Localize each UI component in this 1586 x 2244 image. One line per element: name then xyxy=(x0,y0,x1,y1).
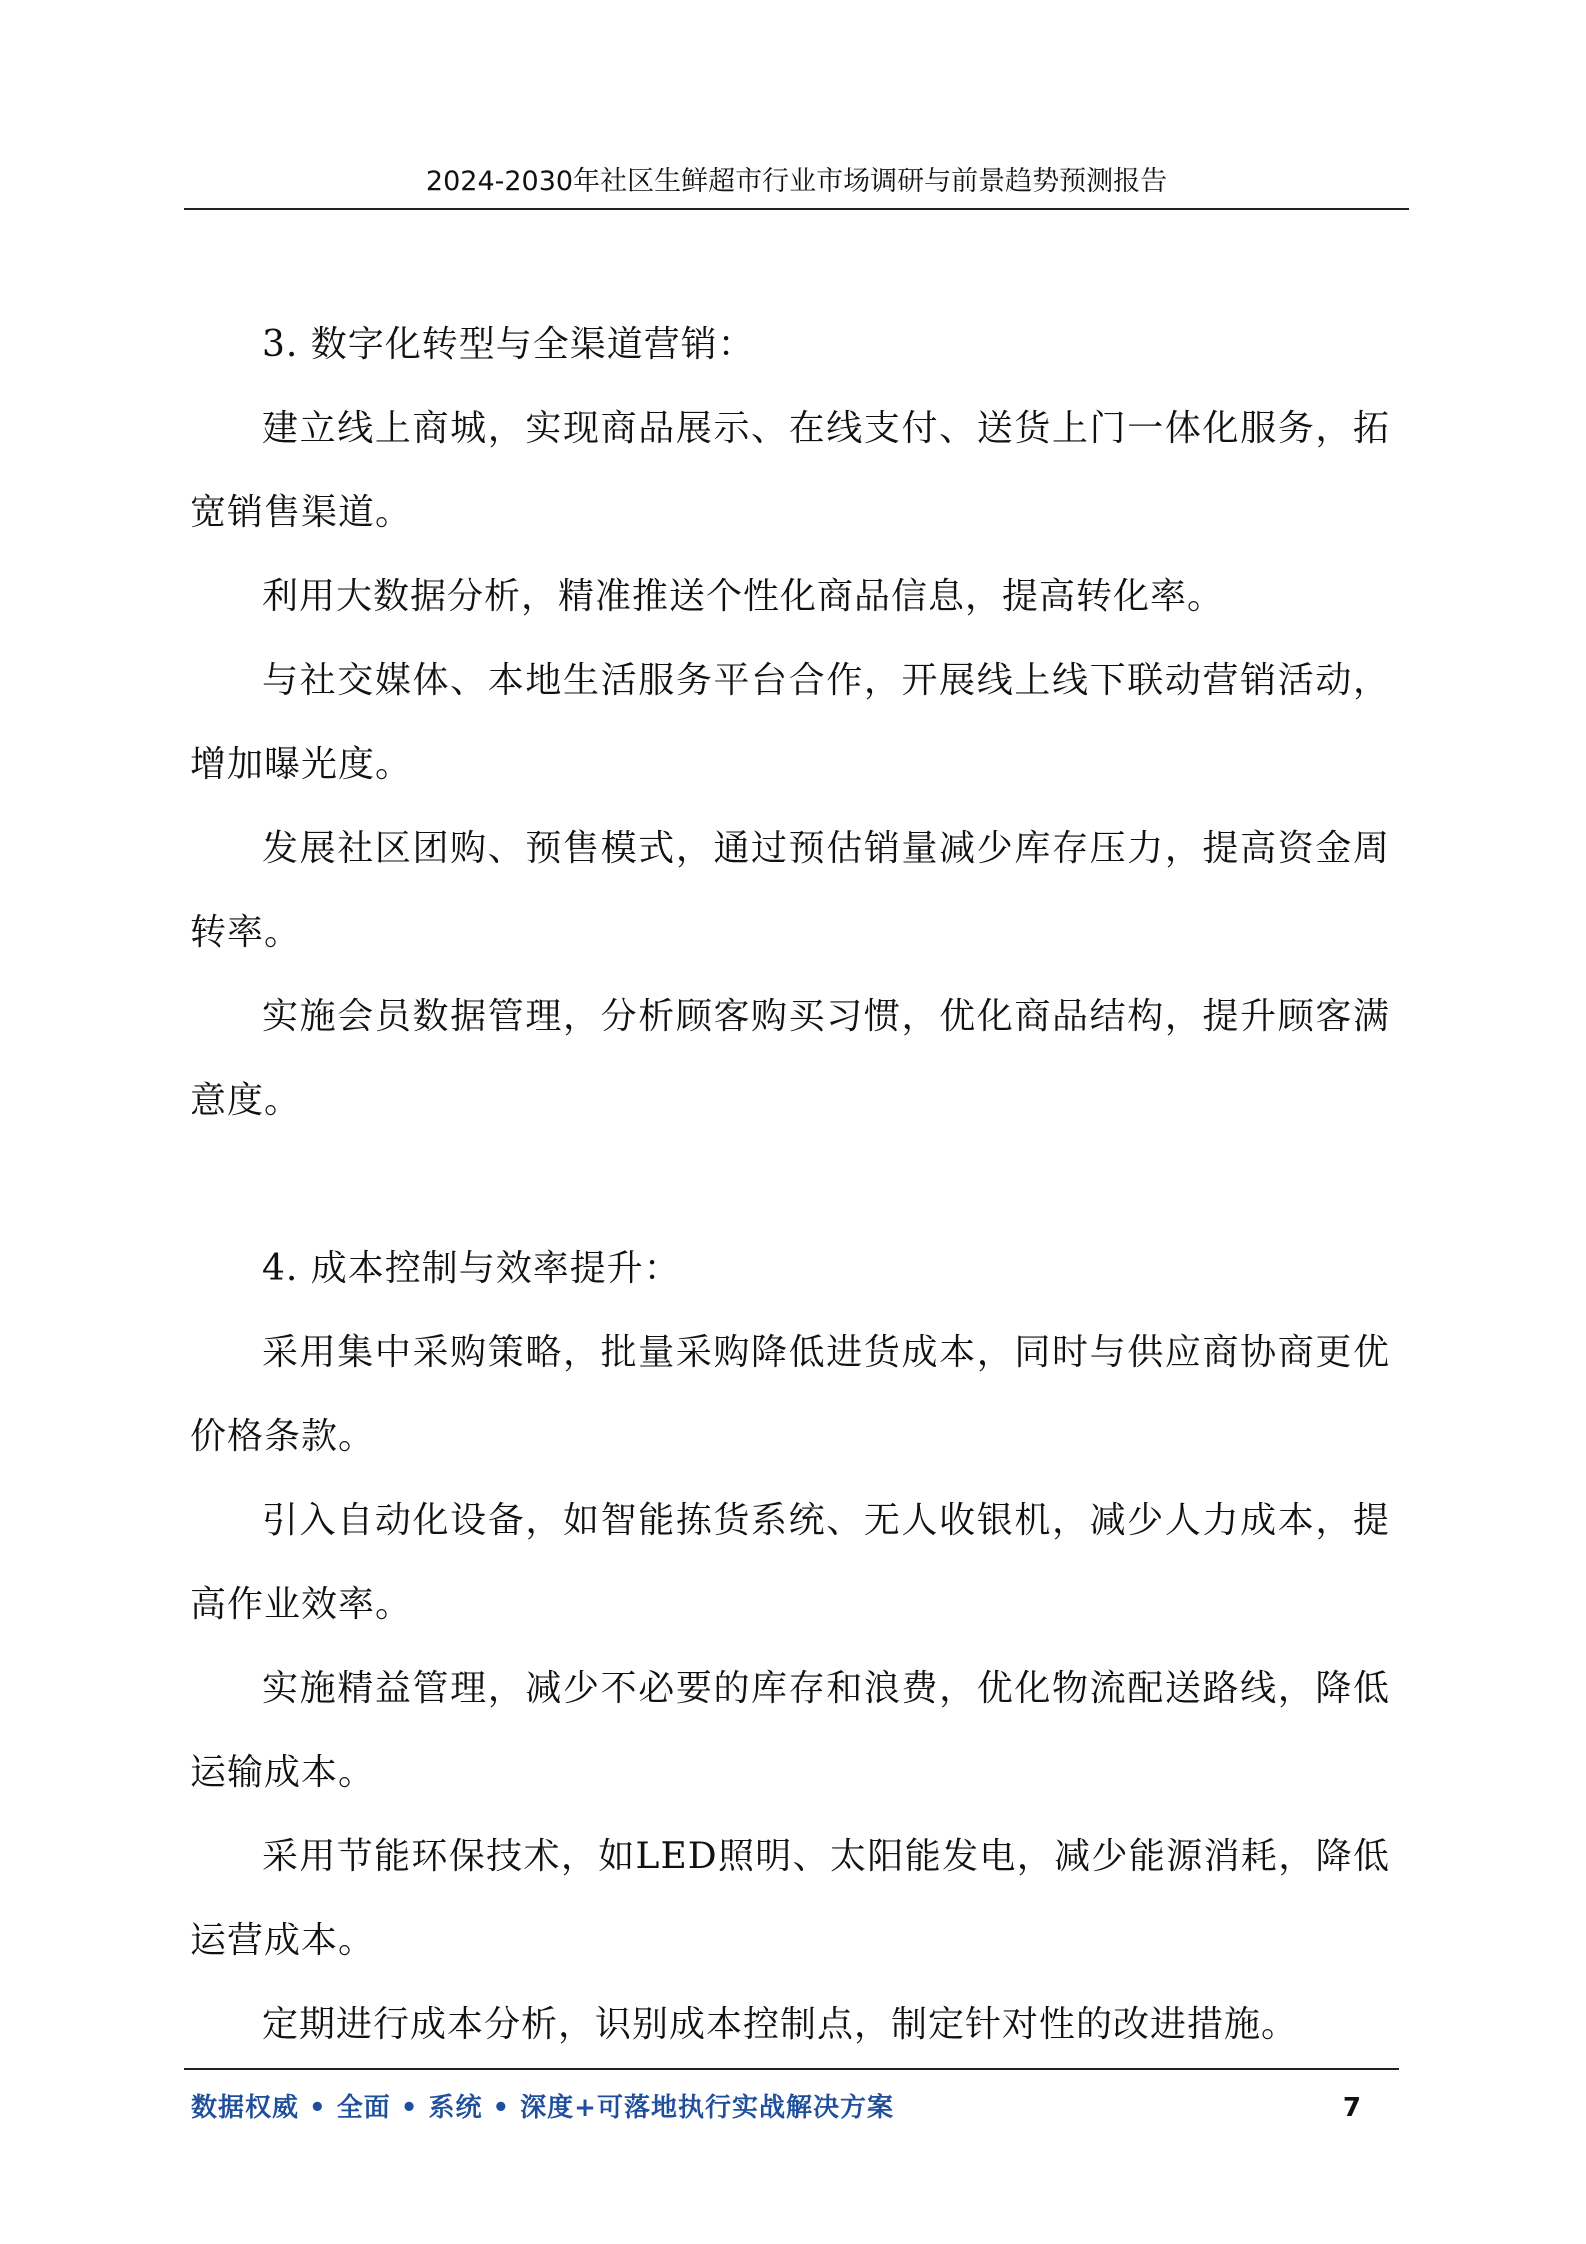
section-heading: 4. 成本控制与效率提升： xyxy=(262,1248,681,1289)
section-spacer xyxy=(190,1143,1390,1227)
paragraph: 引入自动化设备，如智能拣货系统、无人收银机，减少人力成本，提高作业效率。 xyxy=(190,1500,1390,1625)
section-heading: 3. 数字化转型与全渠道营销： xyxy=(262,324,755,365)
report-title: 2024-2030年社区生鲜超市行业市场调研与前景趋势预测报告 xyxy=(425,166,1168,197)
paragraph: 实施会员数据管理，分析顾客购买习惯，优化商品结构，提升顾客满意度。 xyxy=(190,996,1390,1121)
page-header xyxy=(184,150,1409,210)
document-body xyxy=(190,303,1390,2067)
paragraph: 建立线上商城，实现商品展示、在线支付、送货上门一体化服务，拓宽销售渠道。 xyxy=(190,408,1390,533)
page-number: 7 xyxy=(1342,2093,1361,2123)
footer-slogan: 数据权威 • 全面 • 系统 • 深度+可落地执行实战解决方案 xyxy=(191,2093,894,2123)
paragraph: 采用节能环保技术，如LED照明、太阳能发电，减少能源消耗，降低运营成本。 xyxy=(190,1836,1390,1961)
paragraph: 发展社区团购、预售模式，通过预估销量减少库存压力，提高资金周转率。 xyxy=(190,828,1390,953)
page-footer xyxy=(184,2068,1399,2130)
paragraph: 与社交媒体、本地生活服务平台合作，开展线上线下联动营销活动，增加曝光度。 xyxy=(190,660,1390,785)
paragraph: 定期进行成本分析，识别成本控制点，制定针对性的改进措施。 xyxy=(262,2004,1299,2045)
paragraph: 实施精益管理，减少不必要的库存和浪费，优化物流配送路线，降低运输成本。 xyxy=(190,1668,1390,1793)
paragraph: 采用集中采购策略，批量采购降低进货成本，同时与供应商协商更优价格条款。 xyxy=(190,1332,1390,1457)
paragraph: 利用大数据分析，精准推送个性化商品信息，提高转化率。 xyxy=(262,576,1225,617)
